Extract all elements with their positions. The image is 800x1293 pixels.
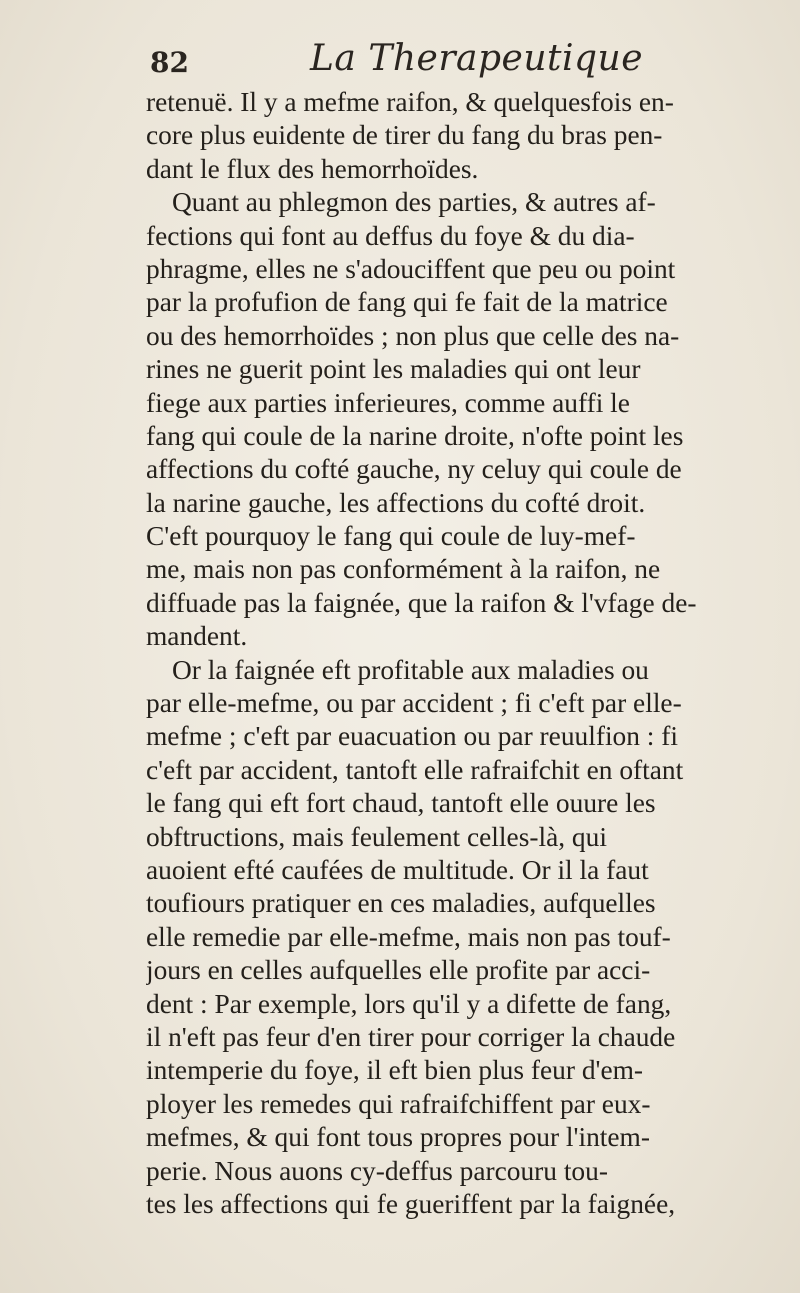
text-line: fections qui font au deffus du foye & du dia-	[146, 220, 635, 251]
text-line: fang qui coule de la narine droite, n'ofte point les	[146, 420, 684, 451]
body-text	[146, 86, 770, 1221]
text-line: mefme ; c'eft par euacuation ou par reuulfion : fi	[146, 721, 678, 752]
text-line: core plus euidente de tirer du fang du bras pen-	[146, 120, 663, 151]
text-line: auoient efté caufées de multitude. Or il la faut	[146, 854, 649, 885]
text-line: retenuë. Il y a mefme raifon, & quelquesfois en-	[146, 87, 674, 117]
text-line: affections du cofté gauche, ny celuy qui coule de	[146, 454, 682, 485]
text-line: ou des hemorrhoïdes ; non plus que celle des na-	[146, 320, 680, 351]
text-line: rines ne guerit point les maladies qui ont leur	[146, 354, 641, 385]
text-line: il n'eft pas feur d'en tirer pour corriger la chaude	[146, 1021, 676, 1052]
text-line: par elle-mefme, ou par accident ; fi c'eft par elle-	[146, 688, 682, 719]
text-line: fiege aux parties inferieures, comme auffi le	[146, 387, 630, 418]
text-line: ployer les remedes qui rafraifchiffent par eux-	[146, 1088, 651, 1119]
text-line: c'eft par accident, tantoft elle rafraifchit en oftant	[146, 754, 684, 785]
text-line: intemperie du foye, il eft bien plus feur d'em-	[146, 1055, 644, 1086]
text-line: Or la faignée eft profitable aux maladies ou	[172, 654, 649, 685]
text-line: toufiours pratiquer en ces maladies, aufquelles	[146, 888, 656, 919]
text-line: tes les affections qui fe gueriffent par la faignée,	[146, 1188, 676, 1219]
text-line: par la profufion de fang qui fe fait de la matrice	[146, 287, 668, 318]
text-line: Quant au phlegmon des parties, & autres af-	[172, 187, 656, 218]
text-line: dent : Par exemple, lors qu'il y a difette de fang,	[146, 988, 672, 1019]
text-line: dant le flux des hemorrhoïdes.	[146, 153, 479, 184]
text-line: mandent.	[146, 621, 248, 652]
text-line: C'eft pourquoy le fang qui coule de luy-mef-	[146, 521, 636, 552]
text-line: la narine gauche, les affections du cofté droit.	[146, 487, 646, 518]
page-header	[150, 38, 650, 88]
text-line: perie. Nous auons cy-deffus parcouru tou-	[146, 1155, 608, 1186]
text-line: le fang qui eft fort chaud, tantoft elle ouure les	[146, 788, 656, 819]
text-line: elle remedie par elle-mefme, mais non pas touf-	[146, 921, 671, 952]
text-line: phragme, elles ne s'adouciffent que peu ou point	[146, 253, 676, 284]
text-line: mefmes, & qui font tous propres pour l'intem-	[146, 1122, 650, 1153]
text-line: obftructions, mais feulement celles-là, qui	[146, 821, 607, 852]
text-line: jours en celles aufquelles elle profite par acci-	[146, 955, 651, 986]
text-line: me, mais non pas conformément à la raifon, ne	[146, 554, 661, 585]
running-title: La Therapeutique	[310, 38, 644, 79]
text-line: diffuade pas la faignée, que la raifon & l'vfage de-	[146, 587, 697, 618]
page-number: 82	[150, 46, 189, 79]
